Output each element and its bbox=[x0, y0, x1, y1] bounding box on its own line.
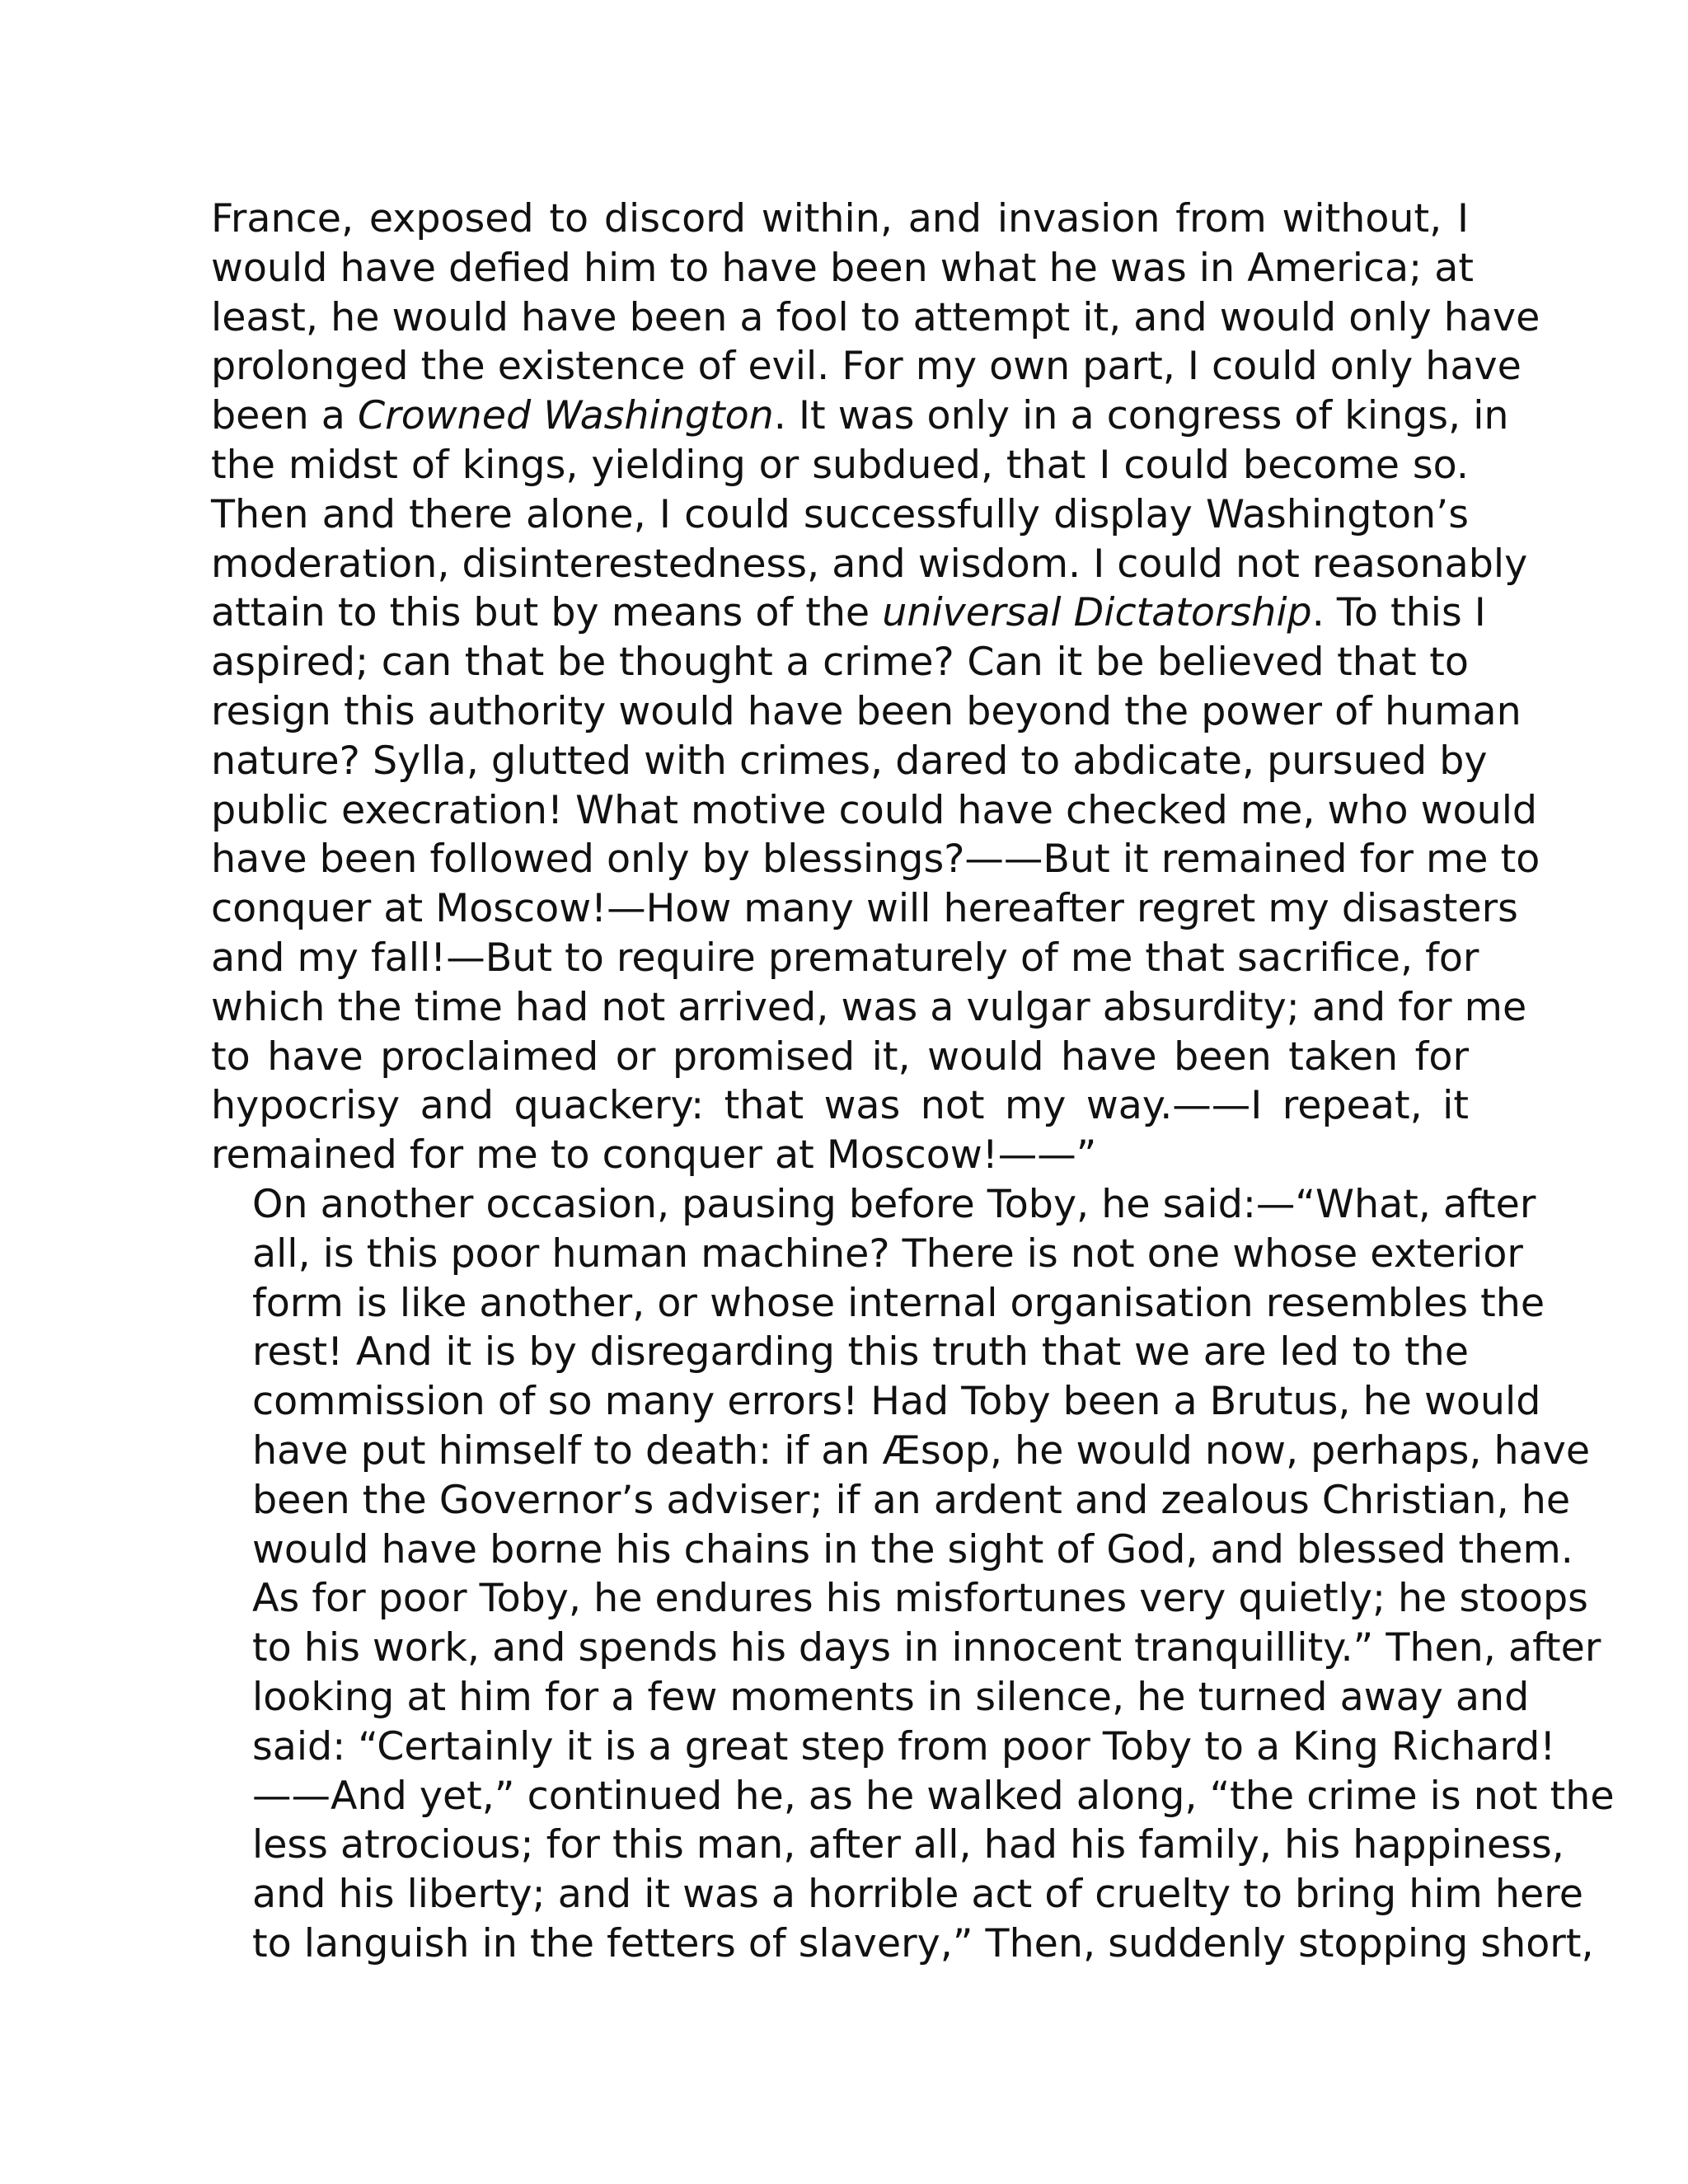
text-line: been a Crowned Washington. It was only in a congress of kings, in bbox=[211, 393, 1509, 439]
text-line: remained for me to conquer at Moscow!——” bbox=[211, 1132, 1097, 1179]
page-body-text bbox=[211, 194, 1615, 1969]
text-line: which the time had not arrived, was a vulgar absurdity; and for me bbox=[211, 984, 1527, 1030]
text-line: less atrocious; for this man, after all, had his family, his happiness, bbox=[252, 1822, 1564, 1868]
italic-text: universal Dictatorship bbox=[882, 590, 1312, 636]
text-line: have put himself to death: if an Æsop, he would now, perhaps, have bbox=[252, 1427, 1591, 1474]
text-line: nature? Sylla, glutted with crimes, dared to abdicate, pursued by bbox=[211, 738, 1488, 784]
text-line: resign this authority would have been beyond the power of human bbox=[211, 688, 1522, 734]
text-line: to languish in the fetters of slavery,” Then, suddenly stopping short, bbox=[252, 1920, 1594, 1966]
text-line: hypocrisy and quackery: that was not my way.——I repeat, it bbox=[211, 1083, 1469, 1129]
text-line: On another occasion, pausing before Toby, he said:—“What, after bbox=[252, 1181, 1536, 1227]
text-line: aspired; can that be thought a crime? Can it be believed that to bbox=[211, 640, 1469, 686]
text-line: would have defied him to have been what he was in America; at bbox=[211, 245, 1474, 291]
text-line: moderation, disinterestedness, and wisdom. I could not reasonably bbox=[211, 541, 1528, 587]
text-line: said: “Certainly it is a great step from poor Toby to a King Richard! bbox=[252, 1723, 1556, 1769]
text-line: prolonged the existence of evil. For my own part, I could only have bbox=[211, 344, 1522, 390]
text-line: form is like another, or whose internal organisation resembles the bbox=[252, 1280, 1545, 1326]
text-line: attain to this but by means of the universal Dictatorship. To this I bbox=[211, 590, 1486, 636]
book-page bbox=[211, 194, 1615, 1969]
text-line: public execration! What motive could have checked me, who would bbox=[211, 787, 1538, 833]
text-line: and my fall!—But to require prematurely of me that sacrifice, for bbox=[211, 935, 1479, 981]
text-line: to his work, and spends his days in innocent tranquillity.” Then, after bbox=[252, 1625, 1601, 1671]
text-line: looking at him for a few moments in silence, he turned away and bbox=[252, 1674, 1530, 1720]
text-line: France, exposed to discord within, and invasion from without, I bbox=[211, 196, 1469, 241]
text-line: been the Governor’s adviser; if an ardent and zealous Christian, he bbox=[252, 1477, 1571, 1523]
text-line: conquer at Moscow!—How many will hereafter regret my disasters bbox=[211, 886, 1518, 932]
text-line: and his liberty; and it was a horrible act of cruelty to bring him here bbox=[252, 1872, 1583, 1918]
text-line: rest! And it is by disregarding this truth that we are led to the bbox=[252, 1329, 1469, 1376]
text-line: commission of so many errors! Had Toby been a Brutus, he would bbox=[252, 1379, 1541, 1425]
text-line: all, is this poor human machine? There is not one whose exterior bbox=[252, 1230, 1523, 1277]
text-line: least, he would have been a fool to attempt it, and would only have bbox=[211, 294, 1540, 340]
text-line: would have borne his chains in the sight of God, and blessed them. bbox=[252, 1526, 1573, 1572]
text-line: to have proclaimed or promised it, would have been taken for bbox=[211, 1033, 1469, 1080]
text-line: As for poor Toby, he endures his misfortunes very quietly; he stoops bbox=[252, 1576, 1588, 1622]
text-line: Then and there alone, I could successfully display Washington’s bbox=[211, 491, 1469, 537]
text-line: have been followed only by blessings?——But it remained for me to bbox=[211, 837, 1540, 883]
text-line: the midst of kings, yielding or subdued, that I could become so. bbox=[211, 442, 1469, 488]
italic-text: Crowned Washington bbox=[358, 393, 774, 439]
paragraph bbox=[211, 1180, 1615, 1969]
text-line: ——And yet,” continued he, as he walked along, “the crime is not the bbox=[252, 1773, 1615, 1819]
paragraph bbox=[211, 194, 1540, 1180]
